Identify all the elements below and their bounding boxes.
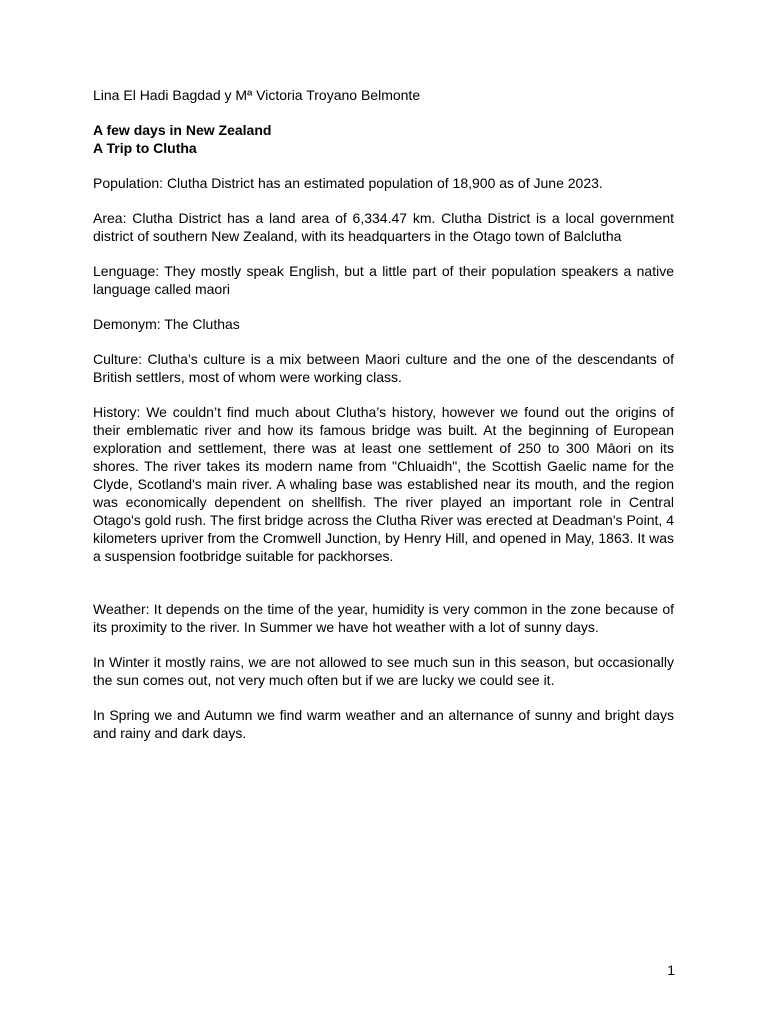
document-subtitle: A Trip to Clutha bbox=[93, 140, 197, 156]
author-line: Lina El Hadi Bagdad y Mª Victoria Troyano Belmonte bbox=[93, 87, 421, 103]
document-title: A few days in New Zealand bbox=[93, 122, 272, 138]
paragraph-area: Area: Clutha District has a land area of 6,334.47 km. Clutha District is a local government district of southern New Zealand, with its headquarters in the Otago town of Balclutha bbox=[93, 210, 674, 244]
paragraph-population: Population: Clutha District has an estimated population of 18,900 as of June 2023. bbox=[93, 175, 603, 191]
paragraph-winter: In Winter it mostly rains, we are not allowed to see much sun in this season, but occasionally the sun comes out, not very much often but if we are lucky we could see it. bbox=[93, 654, 674, 688]
paragraph-language: Lenguage: They mostly speak English, but a little part of their population speakers a native language called maori bbox=[93, 263, 674, 297]
paragraph-history: History: We couldn’t find much about Clutha’s history, however we found out the origins of their emblematic river and how its famous bridge was built. At the beginning of European exploration and settlement, there was at least one settlement of 250 to 300 Māori on its shores. The river takes its modern name from "Chluaidh", the Scottish Gaelic name for the Clyde, Scotland's main river. A whaling base was established near its mouth, and the region was economically dependent on shellfish. The river played an important role in Central Otago's gold rush. The first bridge across the Clutha River was erected at Deadman's Point, 4 kilometers upriver from the Cromwell Junction, by Henry Hill, and opened in May, 1863. It was a suspension footbridge suitable for packhorses. bbox=[93, 404, 674, 564]
paragraph-demonym: Demonym: The Cluthas bbox=[93, 316, 240, 332]
document-body bbox=[93, 86, 674, 759]
paragraph-weather: Weather: It depends on the time of the year, humidity is very common in the zone because of its proximity to the river. In Summer we have hot weather with a lot of sunny days. bbox=[93, 601, 674, 635]
paragraph-spring-autumn: In Spring we and Autumn we find warm weather and an alternance of sunny and bright days and rainy and dark days. bbox=[93, 707, 674, 741]
page-number: 1 bbox=[667, 962, 675, 978]
paragraph-culture: Culture: Clutha’s culture is a mix between Maori culture and the one of the descendants of British settlers, most of whom were working class. bbox=[93, 351, 674, 385]
